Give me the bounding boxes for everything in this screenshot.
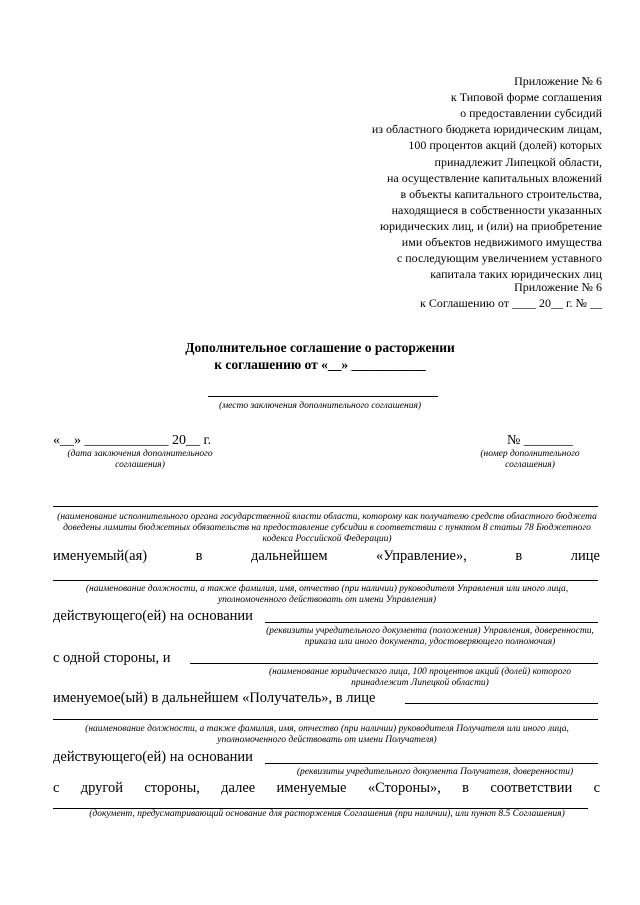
basis-line (265, 622, 598, 623)
other-side-word: стороны, (144, 780, 200, 796)
basis-line-2 (265, 763, 598, 764)
other-side-word: «Стороны», (367, 780, 441, 796)
other-side-word: в (462, 780, 469, 796)
named-word: «Управление», (376, 548, 467, 564)
named-word: именуемый(ая) (53, 548, 148, 564)
other-side-row (53, 780, 600, 797)
agreement-reference: к Соглашению от ____ 20__ г. № __ (420, 296, 602, 310)
authority-caption: (наименование исполнительного органа государственной власти области, которому как получателю средств областного бюджета доведены лимиты бюджетных обязательств на предоставление субсидии в соответствии с пунктом 8 статьи 78 Бюджетного кодекса Российской Федерации) (57, 512, 597, 544)
document-title: Дополнительное соглашение о расторжении (185, 340, 455, 355)
acting-basis-label: действующего(ей) на основании (53, 608, 253, 624)
document-subtitle: к соглашению от «__» ___________ (214, 357, 426, 372)
recipient-caption: (наименование юридического лица, 100 процентов акций (долей) которого принадлежит Липецкой области) (269, 667, 571, 688)
other-side-word: другой (80, 780, 124, 796)
header-line: принадлежит Липецкой области, (434, 154, 602, 169)
recipient-line (190, 663, 598, 664)
basis-caption-recipient: (реквизиты учредительного документа Получателя, доверенности) (296, 767, 574, 777)
date-field: «__» ____________ 20__ г. (53, 433, 212, 448)
header-line: о предоставлении субсидий (460, 106, 602, 121)
place-caption: (место заключения дополнительного соглашения) (218, 401, 422, 411)
header-line: Приложение № 6 (514, 74, 602, 88)
header-line: в объекты капитального строительства, (400, 186, 602, 201)
other-side-word: далее (221, 780, 256, 796)
header-line: капитала таких юридических лиц (430, 267, 602, 282)
official-line (53, 580, 598, 581)
named-word: в (195, 548, 203, 564)
termination-caption: (документ, предусматривающий основание для расторжения Соглашения (при наличии), или пункт 8.5 Соглашения) (89, 809, 565, 819)
other-side-word: с (593, 780, 600, 796)
header-line: с последующим увеличением уставного (396, 251, 602, 266)
date-caption: (дата заключения дополнительного соглашения) (67, 449, 213, 470)
appendix-number: Приложение № 6 (514, 280, 602, 294)
acting-basis-label-2: действующего(ей) на основании (53, 749, 253, 765)
named-word: дальнейшем (250, 548, 328, 564)
header-line: 100 процентов акций (долей) которых (408, 138, 602, 153)
header-line: из областного бюджета юридическим лицам, (371, 122, 602, 137)
recipient-official-caption: (наименование должности, а также фамилия, имя, отчество (при наличии) руководителя Получателя или иного лица, уполномоченного действовать от имени Получателя) (85, 724, 569, 745)
authority-line (53, 506, 598, 507)
one-side-label: с одной стороны, и (53, 650, 171, 666)
header-line: к Типовой форме соглашения (450, 90, 602, 105)
other-side-word: именуемые (276, 780, 347, 796)
header-line: ими объектов недвижимого имущества (401, 235, 602, 249)
header-line: находящиеся в собственности указанных (391, 202, 602, 217)
basis-caption-management: (реквизиты учредительного документа (положения) Управления, доверенности, приказа или иного документа, удостоверяющего полномочия) (266, 626, 594, 647)
named-word: лице (570, 548, 600, 564)
number-field: № _______ (507, 433, 573, 448)
named-word: в (515, 548, 523, 564)
named-management-row (53, 548, 600, 565)
place-line (208, 396, 438, 397)
header-line: юридических лиц, и (или) на приобретение (380, 218, 602, 233)
header-line: на осуществление капитальных вложений (387, 170, 602, 185)
named-recipient-label: именуемое(ый) в дальнейшем «Получатель», в лице (53, 690, 376, 706)
official-caption: (наименование должности, а также фамилия, имя, отчество (при наличии) руководителя Управления или иного лица, уполномоченного действовать от имени Управления) (85, 584, 569, 605)
number-caption: (номер дополнительного соглашения) (480, 449, 580, 470)
other-side-word: соответствии (490, 780, 573, 796)
other-side-word: с (53, 780, 60, 796)
recipient-official-line-2 (53, 719, 598, 720)
recipient-official-line-1 (405, 703, 598, 704)
